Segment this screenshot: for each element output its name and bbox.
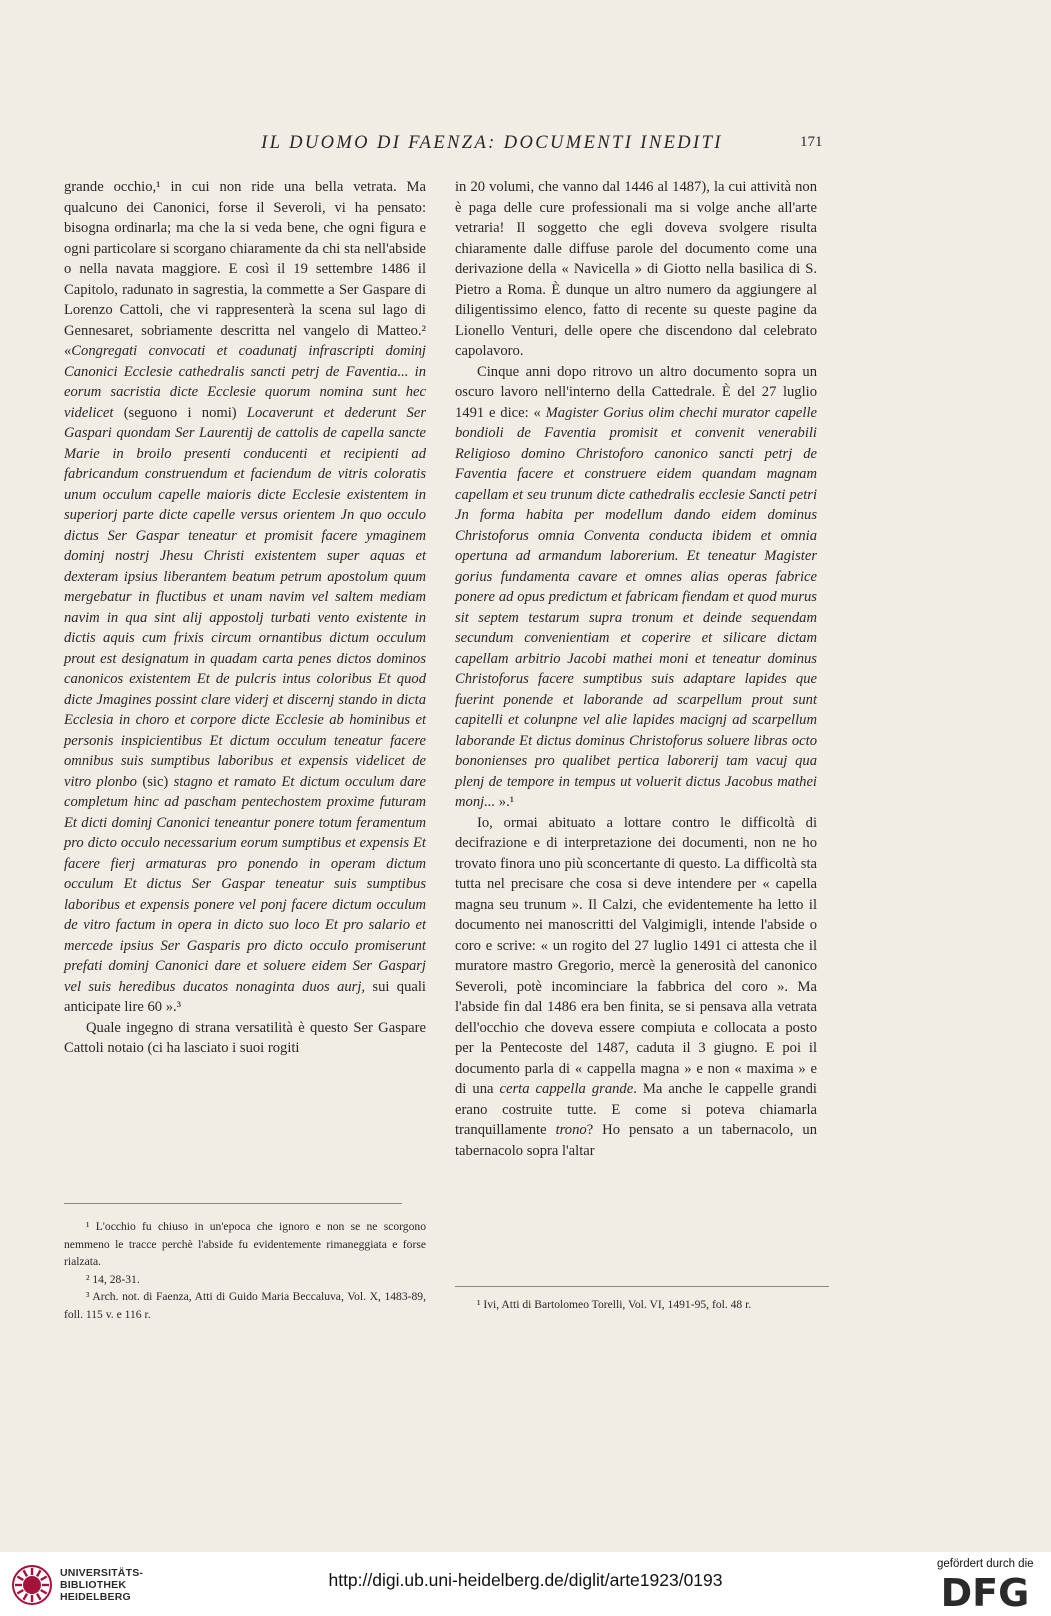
left-paragraph-1: [64, 177, 426, 1018]
right-footnotes: [455, 1296, 817, 1314]
sponsor-caption: gefördert durch die: [937, 1558, 1034, 1570]
seal-ray: [37, 1570, 41, 1576]
left-latin-2: Locaverunt et dederunt Ser Gaspari quondam Ser Laurentij de cattolis de capella sancte Marie in broilo presenti conducenti et recipienti ad fabricandum construendum et faciendum de vitris coloratis unum occulum capelle maioris dicte Ecclesie existentem in superiorj parte dicte capelle versus orientem Jn quo occulo dictus Ser Gaspar teneatur et promisit facere ymaginem dominj nostrj Jhesu Christi existentem super aquas et dexteram ipsius liberantem beatum petrum apostolum quum mergebatur in fluctibus et unam navim vel saltem mediam navim in qua sint alij appostolj turbati vento existente in dictis aquis cum frixis circum ornantibus dictum occulum prout est designatum in quadam carta penes dictos dominos canonicos existentem Et de pulcris intus coloribus Et quod dicte Jmagines possint clare viderj et discernj stando in dicta Ecclesia in choro et corpore dicte Ecclesie ab hominibus et personis inspicientibus Et dictum occulum teneatur facere omnibus suis sumptibus laboribus et expensis videlicet de vitro plonbo: [64, 404, 426, 790]
library-name-line-3: HEIDELBERG: [60, 1591, 131, 1603]
right-text-1: Cinque anni dopo ritrovo un altro documento sopra un oscuro lavoro nell'interno della Cattedrale. È del 27 luglio 1491 e dice: «: [455, 363, 817, 421]
left-paragraph-2: Quale ingegno di strana versatilità è questo Ser Gaspare Cattoli notaio (ci ha lasciato i suoi rogiti: [64, 1019, 426, 1056]
right-text-2: ».¹: [495, 794, 515, 810]
seal-ray: [24, 1570, 28, 1576]
seal-ray: [37, 1594, 41, 1600]
dfg-logo-icon[interactable]: [935, 1572, 1035, 1612]
right-text-3: Io, ormai abituato a lottare contro le difficoltà di decifrazione e di interpretazione dei documenti, non ne ho trovato finora uno più sconcertante di questo. La difficoltà sta tutta nel precisare che cosa si deve intendere per « capella magna seu trunum ». Il Calzi, che evidentemente ha letto il documento nei manoscritti del Valgimigli, intende l'abside o coro e scrive: « un rogito del 27 luglio 1491 ci attesta che il muratore mastro Gregorio, mercè la generosità del canonico Severoli, potè incominciare la fabbrica del coro ». Ma l'abside fin dal 1486 era ben finita, se si pensava alla vetrata dell'occhio che doveva essere compiuta e collocata a posto per la Pentecoste del 1487, caduta il 3 giugno. E poi il documento parla di « cappella magna » e non « maxima » e di una: [455, 814, 817, 1097]
left-text-4: sui quali anticipate lire 60 ».³: [64, 978, 426, 1015]
left-latin-1: Congregati convocati et coadunatj infrascripti dominj Canonici Ecclesie cathedralis sancti petrj de Faventia... in eorum sacristia dicte Ecclesie quorum nomina sunt hec videlicet: [64, 343, 426, 421]
library-name-line-1: UNIVERSITÄTS-: [60, 1567, 144, 1579]
right-italic-1: certa cappella grande: [499, 1081, 634, 1097]
footnote-3: ³ Arch. not. di Faenza, Atti di Guido Maria Beccaluva, Vol. X, 1483-89, foll. 115 v. e 116 r.: [64, 1290, 426, 1321]
seal-ray: [24, 1594, 28, 1600]
left-footnotes: [64, 1218, 426, 1323]
page-number: 171: [800, 134, 823, 150]
right-text-5: ? Ho pensato a un tabernacolo, un tabernacolo sopra l'altar: [455, 1122, 817, 1159]
right-paragraph-1: in 20 volumi, che vanno dal 1446 al 1487), la cui attività non è paga delle cure professionali ma si volge anche all'arte vetraria! Il soggetto che egli doveva svolgere risulta chiaramente dalle diffuse parole del documento come una derivazione della « Navicella » di Giotto nella basilica di S. Pietro a Roma. È dunque un altro numero da aggiungere al diligentissimo elenco, fatto di recente su queste pagine da Lionello Venturi, delle opere che discendono dal celebrato capolavoro.: [455, 179, 817, 359]
left-footnote-rule: [64, 1203, 402, 1204]
footnote-right-1: ¹ Ivi, Atti di Bartolomeo Torelli, Vol. VI, 1491-95, fol. 48 r.: [477, 1298, 752, 1311]
left-text-2: (seguono i nomi): [113, 404, 247, 421]
footnote-1: ¹ L'occhio fu chiuso in un'epoca che ignoro e non se ne scorgono nemmeno le tracce perchè l'abside fu evidentemente rimaneggiata e forse rialzata.: [64, 1220, 426, 1268]
right-text-4: . Ma anche le cappelle grandi erano costruite tutte. E come si poteva chiamarla tranquillamente: [455, 1081, 817, 1138]
university-seal-icon[interactable]: [12, 1565, 52, 1605]
right-paragraph-3: [455, 813, 817, 1162]
running-head: [0, 133, 1051, 155]
running-title: IL DUOMO DI FAENZA: DOCUMENTI INEDITI: [261, 133, 723, 153]
right-paragraph-2: [455, 362, 817, 813]
left-latin-3: stagno et ramato Et dictum occulum dare completum hinc ad pascham pentechostem proxime futuram Et dicti dominj Canonici teneantur ponere totum feramentum pro dicto occulo necessarium eorum sumptibus et expensis Et facere fierj armaturas pro ponendo in operam dictum occulum Et dictus Ser Gaspar teneatur suis sumptibus laboribus et expensis ponere vel ponj facere dictum occulum de vitro factum in opera in dicto suo loco Et pro salario et mercede ipsius Ser Gasparis pro dicto occulo promiserunt prefati dominj Canonici dare et soluere eidem Ser Gasparj vel suis heredibus ducatos nonaginta duos aurj,: [64, 773, 426, 995]
left-column: [64, 177, 426, 1059]
right-footnote-rule: [455, 1286, 829, 1287]
left-text-3: (sic): [136, 773, 174, 790]
seal-ray: [17, 1577, 23, 1581]
right-italic-2: trono: [555, 1122, 587, 1138]
permalink-url[interactable]: http://digi.ub.uni-heidelberg.de/diglit/arte1923/0193: [328, 1570, 723, 1590]
seal-ray: [17, 1590, 23, 1594]
dfg-logo-text: DFG: [940, 1572, 1030, 1612]
right-latin-1: Magister Gorius olim chechi murator capelle bondioli de Faventia promisit et convenit venerabili Religioso domino Christoforo canonico sancti petrj de Faventia facere et construere eidem quandam magnam capellam et seu trunum dicte cathedralis ecclesie Sancti petri Jn forma habita per modellum dando eidem dominus Christoforus omnia Conventa conducta ibidem et omnia opertuna ad armandum laborerium. Et teneatur Magister gorius fundamenta cavare et omnes alias operas fabrice ponere ad opus predictum et fabricam fiendam et quod murus sit septem testarum supra tronum et deinde sequendam secundum convenientiam et coperire et silicare dictam capellam arbitrio Jacobi mathei moni et teneatur dominus Christoforus facere sumptibus suis adaptare lapides que fuerint ponende et laborande ad scarpellum prout sunt capitelli et colunpne vel alie lapides macignj ad scarpellum laborande Et dictus dominus Christoforus soluere libras octo bononienses pro qualibet pertica laborerij tam vacuj qua plenj de tempore in tempus ut voluerit dictus Jacobus mathei monj...: [455, 404, 817, 810]
footnote-2: ² 14, 28-31.: [86, 1272, 140, 1286]
seal-ray: [41, 1590, 47, 1594]
library-name: [60, 1567, 143, 1603]
left-text-1: grande occhio,¹ in cui non ride una bella vetrata. Ma qualcuno dei Canonici, forse il Severoli, vi ha pensato: bisogna ordinarla; ma che la si veda bene, che ogni figura e ogni particolare si scorgano chiaramente da chi sta nell'abside o nella navata maggiore. E così il 19 settembre 1486 il Capitolo, radunato in sagrestia, la commette a Ser Gaspare di Lorenzo Cattoli, che vi rappresenterà la scena sul lago di Gennesaret, sobriamente descritta nel vangelo di Matteo.² «: [64, 179, 426, 359]
seal-ray: [41, 1577, 47, 1581]
right-column: [455, 177, 817, 1161]
footer-bar: [0, 1552, 1051, 1616]
library-name-line-2: BIBLIOTHEK: [60, 1579, 127, 1591]
